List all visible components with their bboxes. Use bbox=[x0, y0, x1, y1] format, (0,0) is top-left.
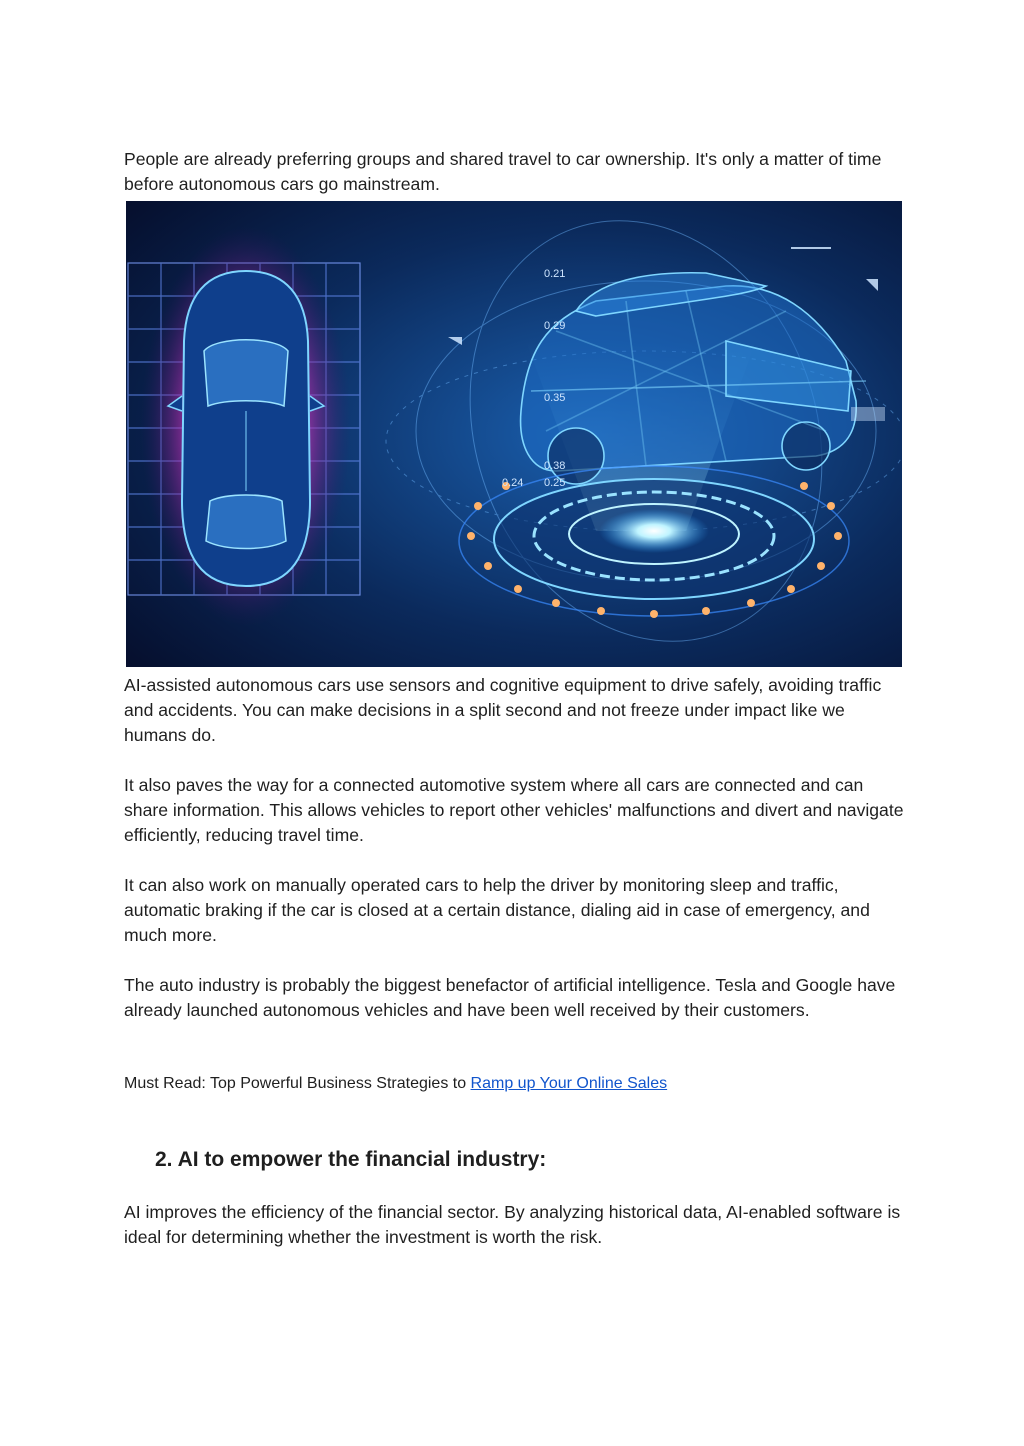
section-heading: 2. AI to empower the financial industry: bbox=[155, 1148, 547, 1171]
paragraph-4: It can also work on manually operated cars to help the driver by monitoring sleep and traffic, automatic braking if the car is closed at a certain distance, dialing aid in case of emergency, and much more. bbox=[124, 875, 870, 945]
paragraph-5: The auto industry is probably the biggest benefactor of artificial intelligence. Tesla and Google have already launched autonomous vehicles and have been well received by their customers. bbox=[124, 975, 896, 1020]
readout-2: 0.29 bbox=[544, 320, 566, 332]
readout-1: 0.21 bbox=[544, 268, 566, 280]
autonomous-car-illustration bbox=[126, 201, 902, 667]
readout-3: 0.35 bbox=[544, 392, 566, 404]
ramp-up-sales-link[interactable]: Ramp up Your Online Sales bbox=[470, 1075, 668, 1092]
must-read-prefix: Must Read: Top Powerful Business Strategies to bbox=[124, 1075, 471, 1092]
intro-paragraph: People are already preferring groups and shared travel to car ownership. It's only a matter of time before autonomous cars go mainstream. bbox=[124, 149, 882, 194]
readout-6: 0.25 bbox=[544, 477, 566, 489]
readout-4: 0.38 bbox=[544, 460, 566, 472]
car-top-view-icon bbox=[168, 271, 324, 586]
must-read-line bbox=[124, 1073, 904, 1095]
paragraph-3: It also paves the way for a connected automotive system where all cars are connected and can share information. This allows vehicles to report other vehicles' malfunctions and divert and navigate efficiently, reducing travel time. bbox=[124, 775, 904, 845]
paragraph-7: AI improves the efficiency of the financial sector. By analyzing historical data, AI-enabled software is ideal for determining whether the investment is worth the risk. bbox=[124, 1202, 901, 1247]
readout-5: 0.24 bbox=[502, 477, 524, 489]
paragraph-2: AI-assisted autonomous cars use sensors and cognitive equipment to drive safely, avoiding traffic and accidents. You can make decisions in a split second and not freeze under impact like we humans do. bbox=[124, 675, 882, 745]
